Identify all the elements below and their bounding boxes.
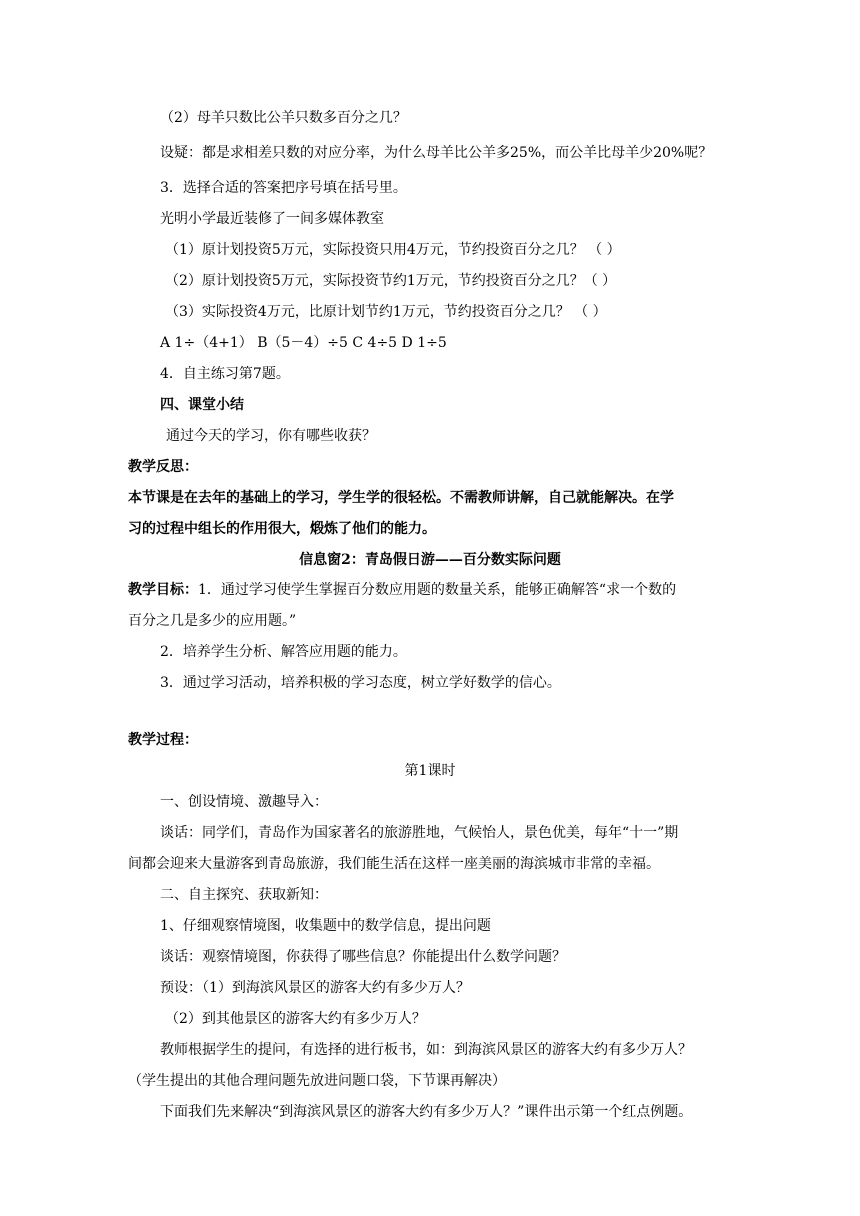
preset-question-1: 预设：（1）到海滨风景区的游客大约有多少万人？ [160, 980, 470, 996]
reflection-heading: 教学反思： [128, 459, 198, 475]
exercise-3-context: 光明小学最近装修了一间多媒体教室 [160, 211, 384, 227]
summary-text: 通过今天的学习，你有哪些收获？ [166, 428, 376, 444]
objective-1-text: 1．通过学习使学生掌握百分数应用题的数量关系，能够正确解答“求一个数的 [198, 582, 677, 598]
choice-question-2: （2）原计划投资5万元，实际投资节约1万元，节约投资百分之几？（ ） [165, 273, 617, 289]
exercise-3-heading: 3．选择合适的答案把序号填在括号里。 [160, 180, 407, 196]
step-2-heading: 二、自主探究、获取新知： [160, 887, 328, 903]
objective-1-line-a [128, 580, 676, 600]
answer-options: A 1÷（4+1） B（5－4）÷5 C 4÷5 D 1÷5 [160, 335, 447, 351]
exercise-4-line: 4．自主练习第7题。 [160, 366, 290, 382]
reflection-text-1: 本节课是在去年的基础上的学习，学生学的很轻松。不需教师讲解，自己就能解决。在学 [128, 490, 674, 506]
lesson-number: 第1课时 [404, 763, 456, 779]
objective-3-line: 3．通过学习活动，培养积极的学习态度，树立学好数学的信心。 [160, 675, 561, 691]
example-intro-line: 下面我们先来解决“到海滨风景区的游客大约有多少万人？”课件出示第一个红点例题。 [160, 1104, 693, 1120]
objectives-label: 教学目标： [128, 582, 198, 598]
choice-question-3: （3）实际投资4万元，比原计划节约1万元，节约投资百分之几？ （ ） [165, 304, 607, 320]
objective-1-line-b: 百分之几是多少的应用题。” [128, 613, 297, 629]
talk-line-1: 谈话：同学们，青岛作为国家著名的旅游胜地，气候怡人，景色优美，每年“十一”期 [160, 825, 679, 841]
talk-line-2: 间都会迎来大量游客到青岛旅游，我们能生活在这样一座美丽的海滨城市非常的幸福。 [128, 856, 660, 872]
choice-question-1: （1）原计划投资5万元，实际投资只用4万元，节约投资百分之几？ （ ） [165, 242, 621, 258]
objective-2-line: 2．培养学生分析、解答应用题的能力。 [160, 644, 407, 660]
observe-talk: 谈话：观察情境图，你获得了哪些信息？你能提出什么数学问题？ [160, 949, 566, 965]
observe-instruction: 1、仔细观察情境图，收集题中的数学信息，提出问题 [160, 918, 491, 934]
question-2-line: （2）母羊只数比公羊只数多百分之几？ [160, 110, 407, 126]
step-1-heading: 一、创设情境、激趣导入： [160, 794, 328, 810]
section-summary-heading: 四、课堂小结 [160, 397, 244, 413]
reflection-text-2: 习的过程中组长的作用很大，煅炼了他们的能力。 [128, 521, 436, 537]
preset-question-2: （2）到其他景区的游客大约有多少万人？ [165, 1011, 426, 1027]
section-title: 信息窗2：青岛假日游——百分数实际问题 [299, 552, 561, 568]
question-bag-note: （学生提出的其他合理问题先放进问题口袋，下节课再解决） [128, 1073, 506, 1089]
question-setup-line: 设疑：都是求相差只数的对应分率，为什么母羊比公羊多25%，而公羊比母羊少20%呢？ [160, 145, 713, 161]
process-heading: 教学过程： [128, 732, 198, 748]
teacher-board-line: 教师根据学生的提问，有选择的进行板书，如：到海滨风景区的游客大约有多少万人？ [160, 1042, 692, 1058]
